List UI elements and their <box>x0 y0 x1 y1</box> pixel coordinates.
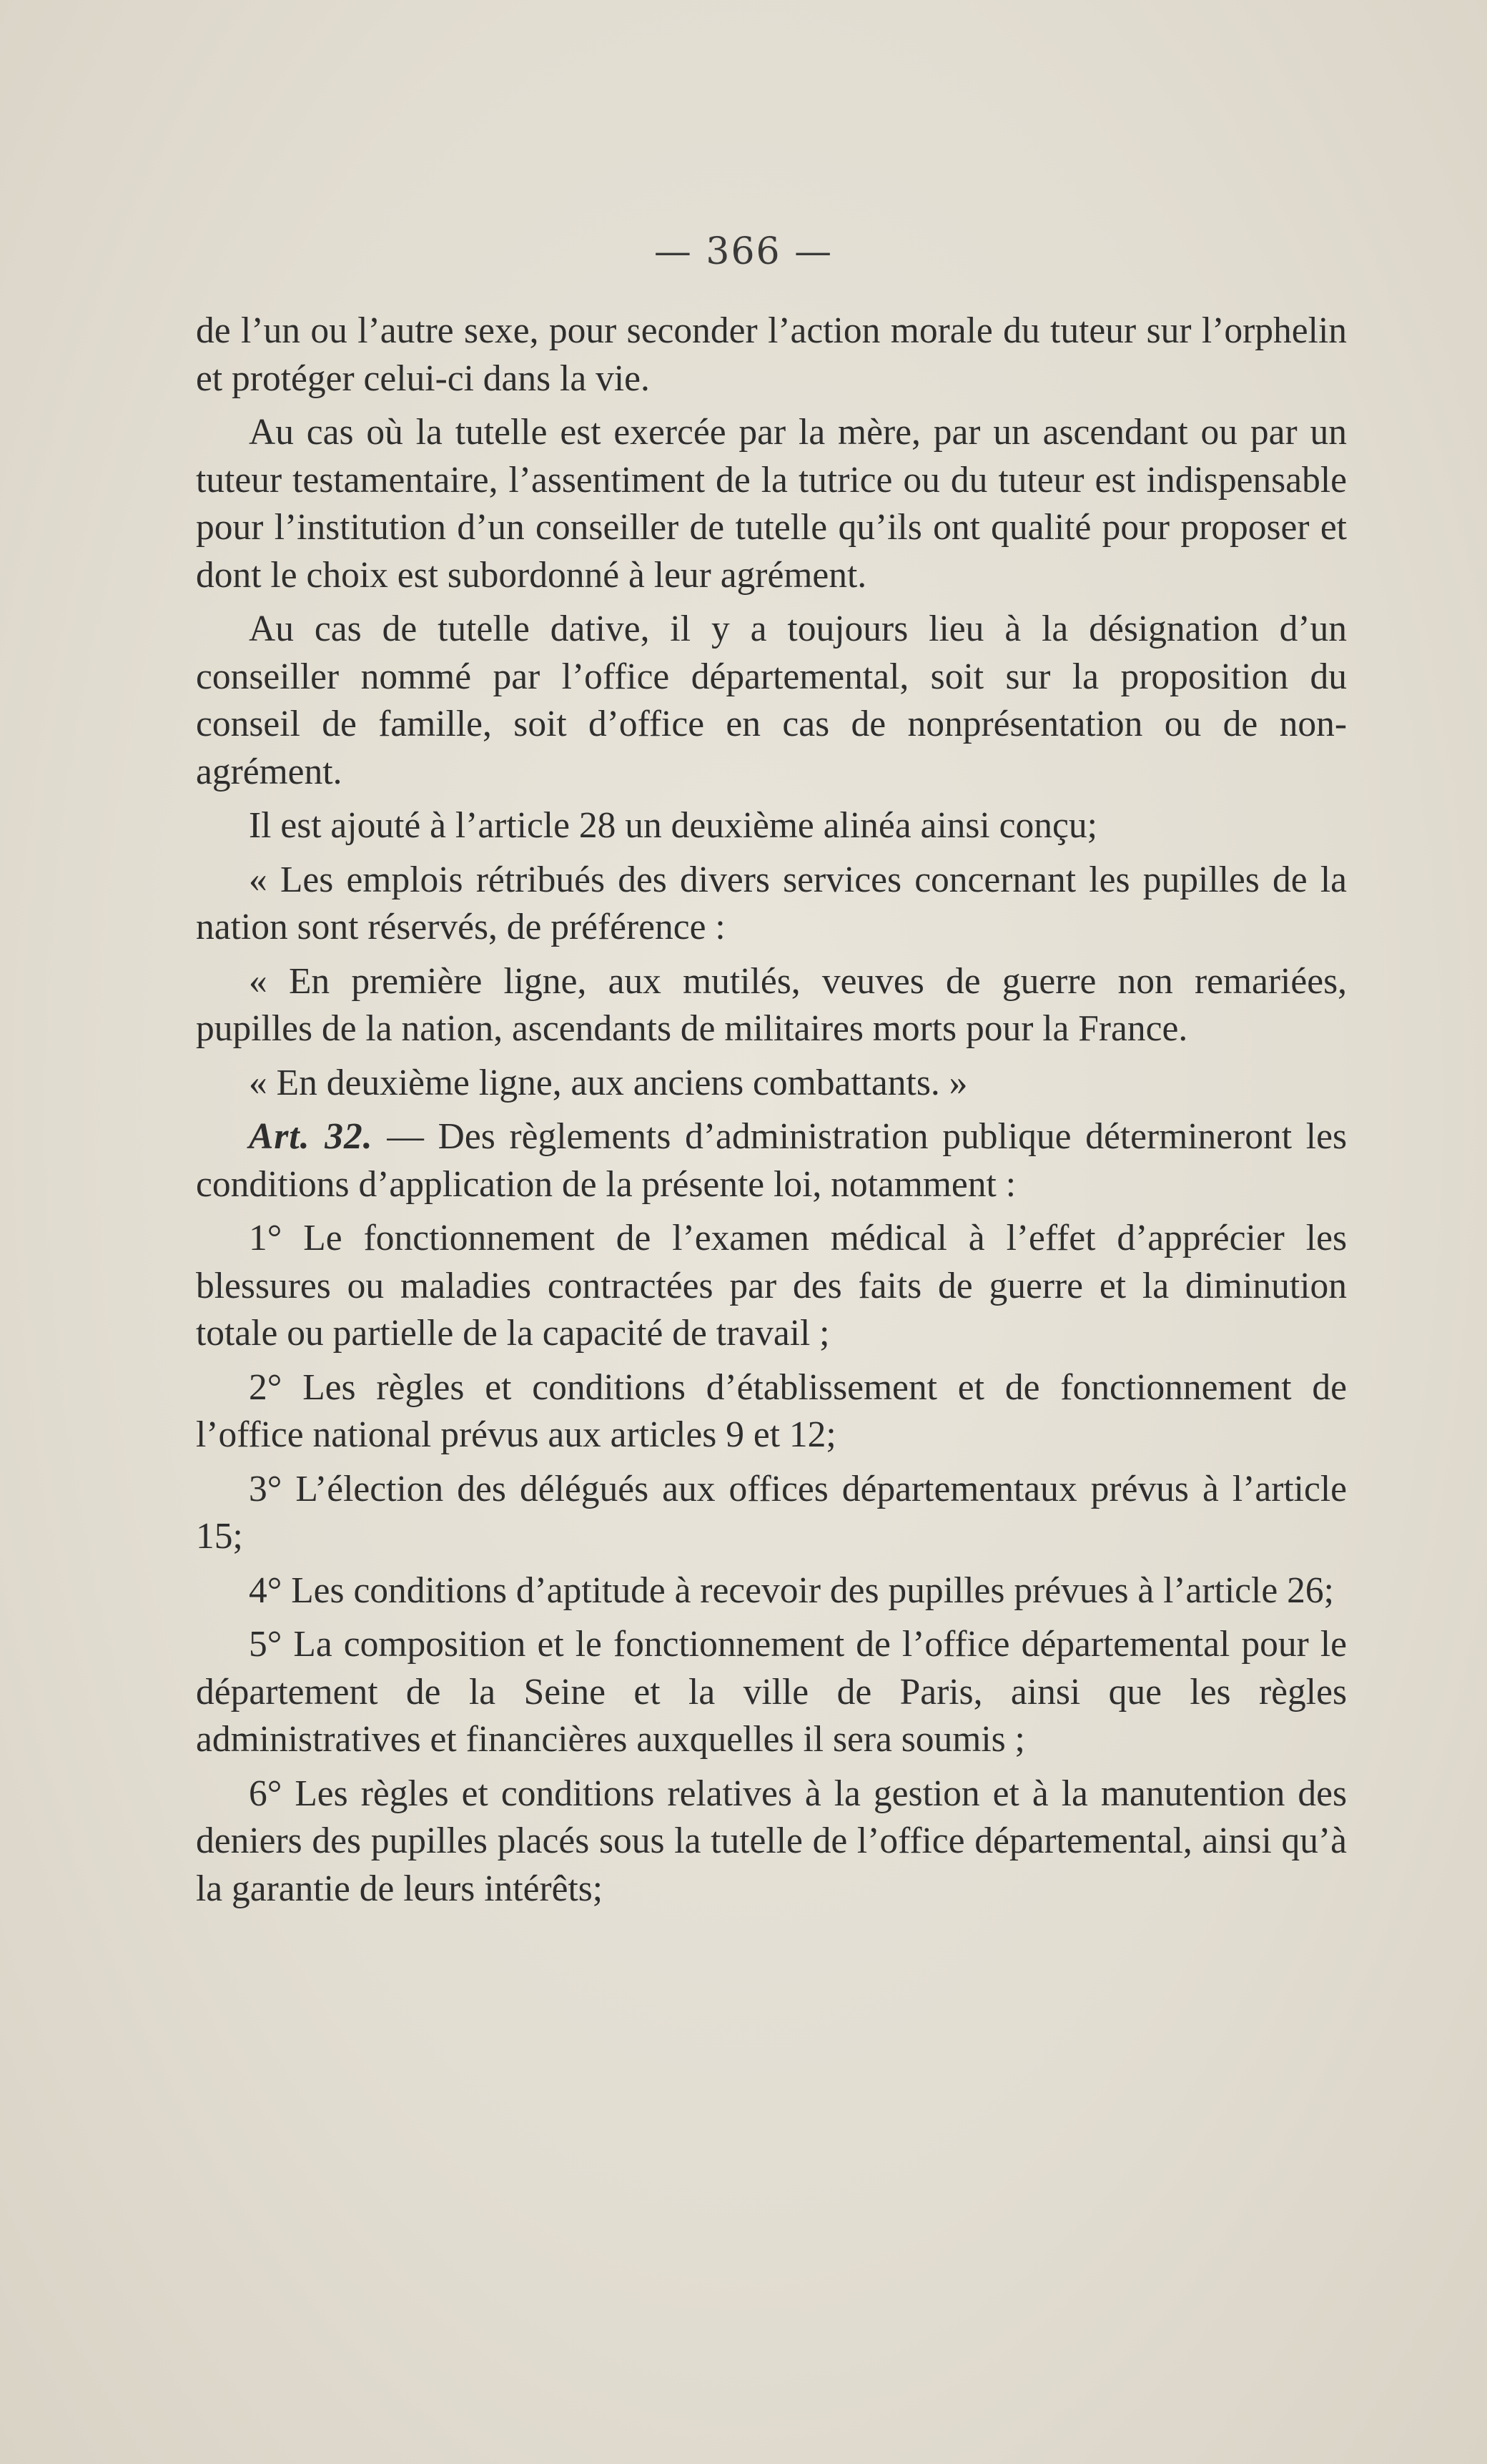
paragraph-article-28: Il est ajouté à l’article 28 un deuxième alinéa ainsi conçu; <box>249 805 1097 846</box>
article-text: — Des règlements d’administration publique détermineront les conditions d’application de la présente loi, notamment : <box>196 1116 1348 1205</box>
paragraph-premiere-ligne: « En première ligne, aux mutilés, veuves de guerre non remariées, pupilles de la nation, ascendants de militaires morts pour la France. <box>196 960 1347 1049</box>
paragraph-tutelle-dative: Au cas de tutelle dative, il y a toujours lieu à la désignation d’un conseiller nommé par l’office départemental, soit sur la proposition du conseil de famille, soit d’office en cas de nonprésentation ou de non-agrément. <box>196 608 1347 792</box>
paragraph-emplois: « Les emplois rétribués des divers services concernant les pupilles de la nation sont réservés, de préférence : <box>196 859 1347 947</box>
page-number: — 366 — <box>653 230 834 273</box>
article-label: Art. 32. <box>249 1116 373 1157</box>
body-text <box>196 307 1347 1919</box>
list-item-1: 1° Le fonctionnement de l’examen médical à l’effet d’apprécier les blessures ou maladies contractées par des faits de guerre et la diminution totale ou partielle de la capacité de travail ; <box>196 1218 1347 1354</box>
list-item-6: 6° Les règles et conditions relatives à la gestion et à la manutention des deniers des pupilles placés sous la tutelle de l’office départemental, ainsi qu’à la garantie de leurs intérêts; <box>196 1773 1347 1909</box>
list-item-4: 4° Les conditions d’aptitude à recevoir des pupilles prévues à l’article 26; <box>249 1569 1334 1611</box>
paragraph-article-32 <box>196 1113 1347 1208</box>
list-item-5: 5° La composition et le fonctionnement de l’office départemental pour le département de la Seine et la ville de Paris, ainsi que les règles administratives et financières auxquelles il sera soumis ; <box>196 1624 1347 1760</box>
list-item-2: 2° Les règles et conditions d’établissement et de fonctionnement de l’office national prévus aux articles 9 et 12; <box>196 1366 1347 1455</box>
paragraph-continuation: de l’un ou l’autre sexe, pour seconder l’action morale du tuteur sur l’orphelin et protéger celui-ci dans la vie. <box>196 310 1347 399</box>
paragraph-deuxieme-ligne: « En deuxième ligne, aux anciens combattants. » <box>249 1062 968 1103</box>
paragraph-tutelle-mere: Au cas où la tutelle est exercée par la mère, par un ascendant ou par un tuteur testamentaire, l’assentiment de la tutrice ou du tuteur est indispensable pour l’institution d’un conseiller de tutelle qu’ils ont qualité pour proposer et dont le choix est subordonné à leur agrément. <box>196 412 1347 596</box>
list-item-3: 3° L’élection des délégués aux offices départementaux prévus à l’article 15; <box>196 1468 1347 1557</box>
